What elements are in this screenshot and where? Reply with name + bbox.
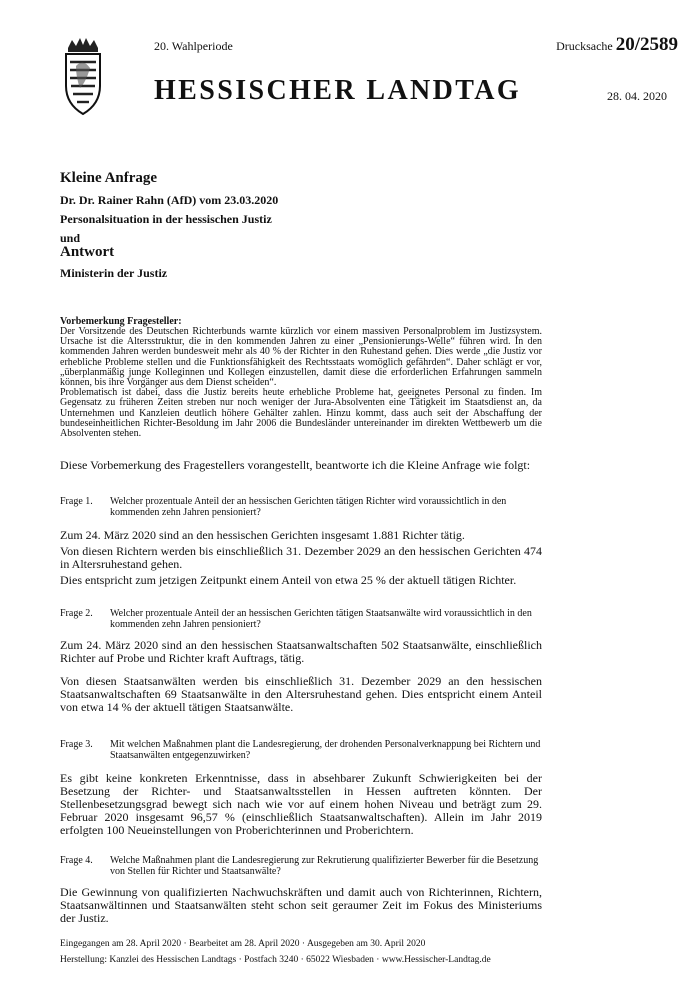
answer-paragraph: Von diesen Richtern werden bis einschließlich 31. Dezember 2029 an den hessischen Gerichten 474 in Altersruhestand gehen. — [60, 544, 542, 571]
author-line: Dr. Dr. Rainer Rahn (AfD) vom 23.03.2020 — [60, 193, 279, 207]
wahlperiode: 20. Wahlperiode — [154, 39, 233, 53]
und-line: und — [60, 231, 81, 245]
answer-2 — [60, 639, 542, 717]
vorbemerkung-text — [60, 327, 542, 439]
vorbemerkung-paragraph: Der Vorsitzende des Deutschen Richterbunds warnte kürzlich vor einem massiven Personalproblem im Justizsystem. Ursache ist die Altersstruktur, die in den kommenden Jahren zu einer „Pensionierungs-Welle“ führen wird. In den kommenden Jahren werden bundesweit mehr als 40 % der Richter in den Ruhestand gehen. Dies werde „die Justiz vor erhebliche Probleme stellen und die Funktionsfähigkeit des Rechtsstaats womöglich gefährden“. Daher schlägt er vor, „überplanmäßig junge Kolleginnen und Kollegen einzustellen, damit diese die erforderlichen Erfahrungen sammeln können, bis ihre Vorgänger aus dem Dienst scheiden“. — [60, 326, 542, 389]
landtag-title: HESSISCHER LANDTAG — [154, 75, 522, 106]
answer-1 — [60, 529, 542, 590]
answer-paragraph: Von diesen Staatsanwälten werden bis einschließlich 31. Dezember 2029 an den hessischen Staatsanwaltschaften 69 Staatsanwälte in den Altersruhestand gehen. Dies entspricht einem Anteil von etwa 14 % der aktuell tätigen Staatsanwälte. — [60, 674, 542, 714]
antwort-heading: Antwort — [60, 244, 115, 260]
hessian-lion-crest-icon — [62, 38, 104, 118]
document-date: 28. 04. 2020 — [607, 89, 667, 103]
question-1 — [60, 496, 542, 518]
question-number: Frage 4. — [60, 855, 93, 866]
drucksache — [556, 34, 678, 56]
question-4 — [60, 855, 542, 877]
answer-paragraph: Dies entspricht zum jetzigen Zeitpunkt einem Anteil von etwa 25 % der aktuell tätigen Richter. — [60, 573, 517, 587]
answer-paragraph: Zum 24. März 2020 sind an den hessischen Staatsanwaltschaften 502 Staatsanwälte, einschließlich Richter auf Probe und Richter kraft Auftrags, tätig. — [60, 638, 542, 665]
subject-line: Personalsituation in der hessischen Justiz — [60, 212, 272, 226]
question-text: Welcher prozentuale Anteil der an hessischen Gerichten tätigen Staatsanwälte wird voraussichtlich in den kommenden zehn Jahren pensioniert? — [110, 608, 532, 630]
answer-4 — [60, 886, 542, 928]
answer-3 — [60, 772, 542, 840]
intro-text: Diese Vorbemerkung des Fragestellers vorangestellt, beantworte ich die Kleine Anfrage wie folgt: — [60, 458, 531, 472]
footer-dates: Eingegangen am 28. April 2020 · Bearbeitet am 28. April 2020 · Ausgegeben am 30. April 2020 — [60, 939, 426, 949]
drucksache-label: Drucksache — [556, 39, 613, 53]
vorbemerkung-heading: Vorbemerkung Fragesteller: — [60, 316, 182, 327]
answer-paragraph: Es gibt keine konkreten Erkenntnisse, dass in absehbarer Zukunft Schwierigkeiten bei der Besetzung der Richter- und Staatsanwaltsstellen in Hessen auftreten könnten. Der Stellenbesetzungsgrad bewegt sich nach wie vor auf einem hohen Niveau und beträgt zum 29. Februar 2020 insgesamt 96,57 % (einschließlich Staatsanwaltschaften). Allein im Jahr 2019 erfolgten 100 Neueinstellungen von Proberichterinnen und Proberichtern. — [60, 771, 542, 837]
footer-imprint: Herstellung: Kanzlei des Hessischen Landtags · Postfach 3240 · 65022 Wiesbaden · www.Hessischer-Landtag.de — [60, 955, 491, 965]
ministry-line: Ministerin der Justiz — [60, 266, 168, 280]
question-number: Frage 3. — [60, 739, 93, 750]
question-3 — [60, 739, 542, 761]
answer-paragraph: Die Gewinnung von qualifizierten Nachwuchskräften und damit auch von Richterinnen, Richtern, Staatsanwältinnen und Staatsanwälten steht schon seit geraumer Zeit im Fokus des Ministeriums der Justiz. — [60, 885, 542, 925]
question-text: Welcher prozentuale Anteil der an hessischen Gerichten tätigen Richter wird voraussichtlich in den kommenden zehn Jahren pensioniert? — [110, 496, 507, 518]
question-2 — [60, 608, 542, 630]
question-number: Frage 2. — [60, 608, 93, 619]
answer-paragraph: Zum 24. März 2020 sind an den hessischen Gerichten insgesamt 1.881 Richter tätig. — [60, 528, 465, 542]
question-text: Mit welchen Maßnahmen plant die Landesregierung, der drohenden Personalverknappung bei Richtern und Staatsanwälten entgegenzuwirken? — [110, 739, 541, 761]
question-number: Frage 1. — [60, 496, 93, 507]
kleine-anfrage-heading: Kleine Anfrage — [60, 170, 158, 186]
vorbemerkung-paragraph: Problematisch ist dabei, dass die Justiz bereits heute erhebliche Probleme hat, geeignetes Personal zu finden. Im Gegensatz zu früheren Zeiten streben nur noch weniger der Jura-Absolventen eine Tätigkeit im Staatsdienst an, da Unternehmen und Kanzleien deutlich höhere Gehälter zahlen. Hinzu kommt, dass auch seit der Abschaffung der bundeseinheitlichen Richter-Besoldung im Jahr 2006 die Bundesländer untereinander im direkten Wettbewerb um die Absolventen stehen. — [60, 387, 542, 440]
drucksache-number: 20/2589 — [615, 34, 678, 55]
question-text: Welche Maßnahmen plant die Landesregierung zur Rekrutierung qualifizierter Bewerber für die Besetzung von Stellen für Richter und Staatsanwälte? — [110, 855, 539, 877]
